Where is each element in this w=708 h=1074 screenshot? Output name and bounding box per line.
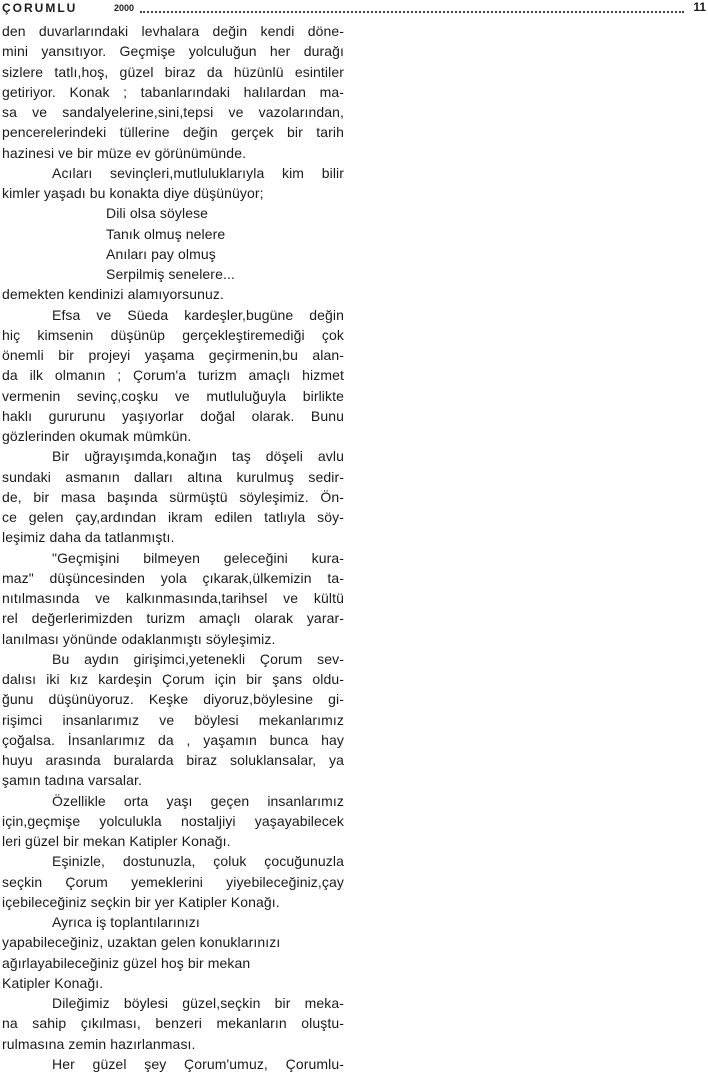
text-line: na sahip çıkılması, benzeri mekanların oluştu-: [2, 1015, 344, 1032]
text-line: Eşinizle, dostunuzla, çoluk çocuğunuzla: [52, 853, 344, 870]
text-line: Katipler Konağı.: [2, 974, 104, 991]
text-line: lanılması yönünde odaklanmıştı söyleşimiz.: [2, 630, 276, 647]
text-line: sa ve sandalyelerine,sini,tepsi ve vazolarından,: [2, 104, 344, 120]
text-line: sizlere tatlı,hoş, güzel biraz da hüzünlü esintiler: [2, 63, 344, 80]
text-line: nıtılmasında ve kalkınmasında,tarihsel ve kültü: [2, 590, 344, 606]
text-line: hiç kimsenin düşünüp gerçekleştiremediği çok: [2, 326, 344, 343]
text-line: çoğalsa. İnsanlarımız da , yaşamın bunca hay: [2, 731, 344, 748]
text-line: seçkin Çorum yemeklerini yiyebileceğiniz,çay: [2, 873, 344, 890]
text-line: Efsa ve Süeda kardeşler,bugüne değin: [52, 306, 344, 323]
text-line: dalısı iki kız kardeşin Çorum için bir şans oldu-: [2, 671, 344, 687]
text-line: de, bir masa başında sürmüştü söyleşimiz. Ön-: [2, 488, 344, 505]
text-line: Özellikle orta yaşı geçen insanlarımız: [52, 792, 344, 809]
dotted-leader: [140, 11, 684, 13]
text-line: Her güzel şey Çorum'umuz, Çorumlu-: [52, 1055, 344, 1072]
text-line: rişimci insanlarımız ve böylesi mekanlarımız: [2, 711, 344, 728]
text-line: gözlerinden okumak mümkün.: [2, 428, 192, 444]
text-line: ğunu düşünüyoruz. Keşke diyoruz,böylesine gi-: [2, 691, 344, 708]
text-line: "Geçmişini bilmeyen geleceğini kura-: [52, 549, 344, 566]
text-line: ağırlayabileceğiniz güzel hoş bir mekan: [2, 954, 251, 971]
text-line: rel değerlerimizden turizm amaçlı olarak yarar-: [2, 610, 344, 627]
issue-year: 2000: [114, 3, 135, 13]
poem-line: Tanık olmuş nelere: [106, 225, 226, 242]
text-line: leri güzel bir mekan Katipler Konağı.: [2, 833, 231, 849]
magazine-title: ÇORUMLU: [2, 1, 78, 15]
article-column: [2, 21, 344, 1074]
text-line: için,geçmişe yolculukla nostaljiyi yaşayabilecek: [2, 812, 344, 829]
text-line: getiriyor. Konak ; tabanlarındaki halılardan ma-: [2, 83, 344, 100]
text-line: da ilk olmanın ; Çorum'a turizm amaçlı hizmet: [2, 367, 344, 384]
text-line: ce gelen çay,ardından ikram edilen tatlıyla söy-: [2, 509, 344, 525]
text-line: mini yansıtıyor. Geçmişe yolculuğun her durağı: [2, 43, 344, 60]
poem-line: Anıları pay olmuş: [106, 245, 216, 262]
text-line: rulmasına zemin hazırlanması.: [2, 1035, 196, 1052]
text-line: Dileğimiz böylesi güzel,seçkin bir meka-: [52, 995, 344, 1011]
text-line: den duvarlarındaki levhalara değin kendi döne-: [2, 23, 344, 39]
poem-line: Dili olsa söylese: [106, 205, 209, 222]
text-line: önemli bir projeyi yaşama geçirmenin,bu alan-: [2, 347, 344, 363]
text-line: Ayrıca iş toplantılarınızı: [52, 914, 200, 930]
text-line: leşimiz daha da tatlanmıştı.: [2, 529, 175, 546]
text-line: Bir uğrayışımda,konağın taş döşeli avlu: [52, 448, 344, 465]
text-line: Bu aydın girişimci,yetenekli Çorum sev-: [52, 650, 344, 667]
text-line: vermenin sevinç,coşku ve mutluluğuyla birlikte: [2, 387, 344, 404]
page-header: [2, 0, 706, 18]
text-line: şamın tadına varsalar.: [2, 772, 142, 789]
page-number: 11: [693, 0, 706, 14]
text-line: demekten kendinizi alamıyorsunuz.: [2, 286, 224, 303]
text-line: maz" düşüncesinden yola çıkarak,ülkemizin ta-: [2, 569, 344, 586]
poem-line: Serpilmiş senelere...: [106, 266, 235, 282]
text-line: pencerelerindeki tüllerine değin gerçek bir tarih: [2, 124, 344, 141]
text-line: içebileceğiniz seçkin bir yer Katipler Konağı.: [2, 893, 280, 910]
text-line: Acıları sevinçleri,mutluluklarıyla kim bilir: [52, 164, 344, 181]
text-line: yapabileceğiniz, uzaktan gelen konuklarınızı: [2, 934, 281, 951]
text-line: hazinesi ve bir müze ev görünümünde.: [2, 144, 247, 161]
text-line: sundaki asmanın dalları altına kurulmuş sedir-: [2, 468, 344, 485]
text-line: huyu arasında buralarda biraz soluklansalar, ya: [2, 752, 344, 768]
text-line: haklı gururunu yaşıyorlar doğal olarak. Bunu: [2, 407, 344, 424]
text-line: kimler yaşadı bu konakta diye düşünüyor;: [2, 185, 264, 201]
